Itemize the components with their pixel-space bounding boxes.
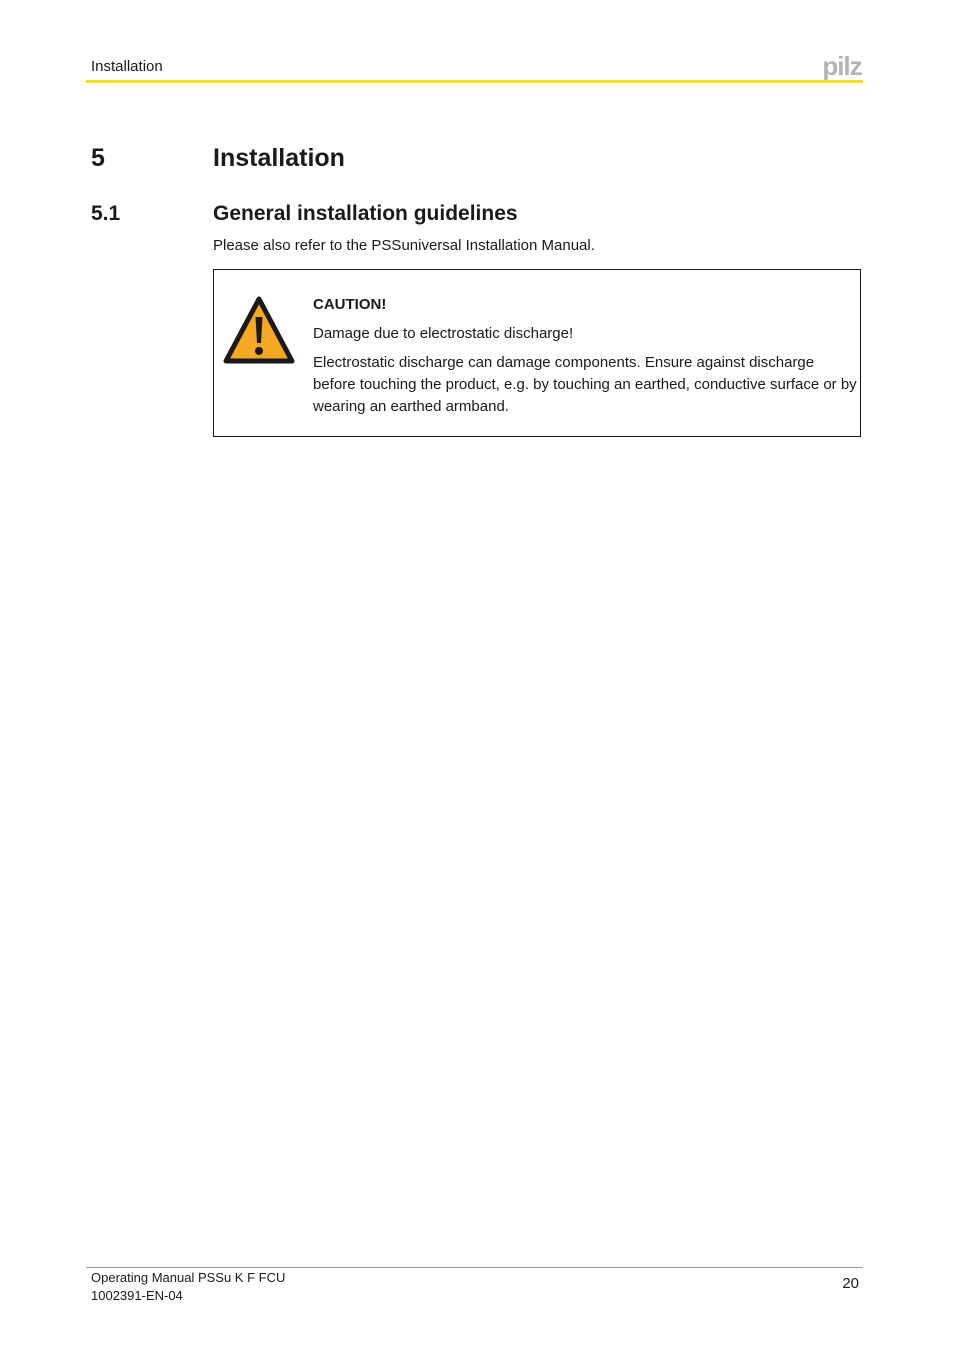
header-section-label: Installation — [91, 58, 163, 75]
pilz-logo-icon — [820, 54, 864, 80]
footer-document-number: 1002391-EN-04 — [91, 1288, 183, 1303]
pilz-logo-text: pilz — [822, 54, 862, 80]
caution-heading: CAUTION! — [313, 296, 387, 313]
warning-triangle-icon — [223, 295, 295, 365]
header-rule — [86, 80, 863, 83]
chapter-number: 5 — [91, 144, 105, 172]
chapter-title: Installation — [213, 144, 345, 172]
intro-paragraph: Please also refer to the PSSuniversal Installation Manual. — [213, 237, 595, 254]
caution-notice — [213, 269, 861, 437]
footer-manual-title: Operating Manual PSSu K F FCU — [91, 1270, 286, 1285]
section-title: General installation guidelines — [213, 202, 518, 225]
caution-body: Electrostatic discharge can damage components. Ensure against discharge before touching the product, e.g. by touching an earthed, conductive surface or by wearing an earthed armband. — [313, 354, 857, 415]
caution-content — [313, 294, 858, 418]
footer-page-number: 20 — [842, 1275, 859, 1292]
section-number: 5.1 — [91, 202, 121, 225]
footer-rule — [86, 1267, 863, 1268]
caution-subheading: Damage due to electrostatic discharge! — [313, 325, 574, 342]
